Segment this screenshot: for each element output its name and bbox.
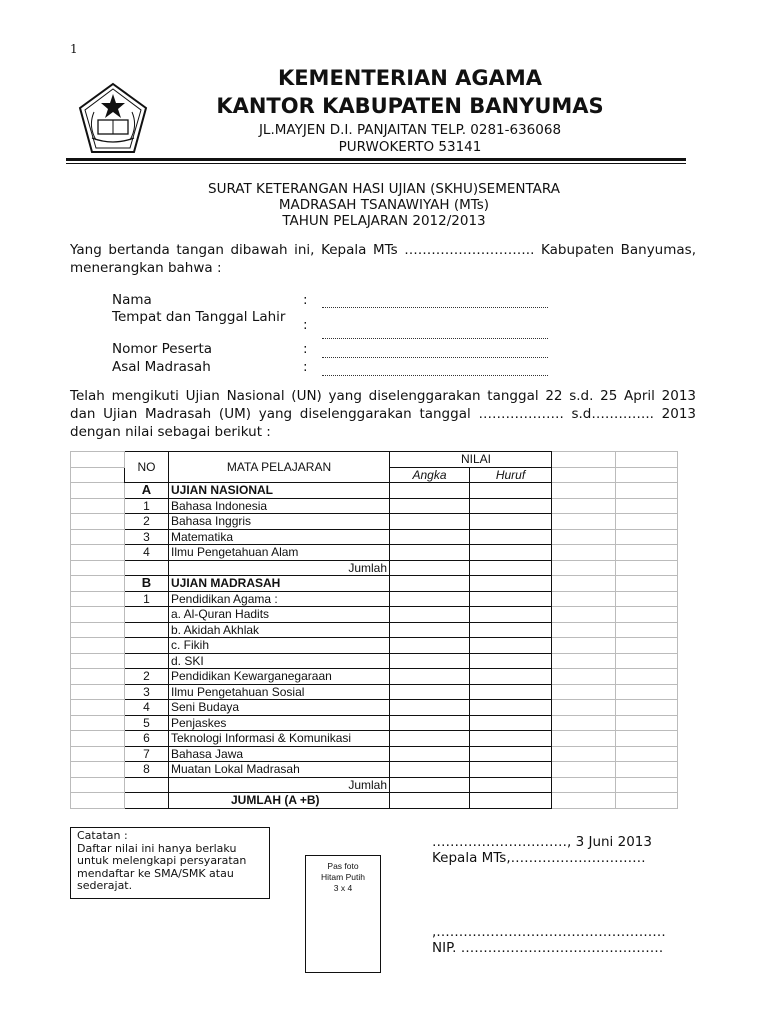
grade-angka-cell[interactable] xyxy=(390,638,470,654)
extra-cell xyxy=(552,669,616,685)
margin-cell xyxy=(71,793,125,809)
extra-cell xyxy=(616,576,678,592)
row-number: 5 xyxy=(125,715,169,731)
grade-angka-cell[interactable] xyxy=(390,777,470,793)
grade-huruf-cell[interactable] xyxy=(470,498,552,514)
grade-angka-cell[interactable] xyxy=(390,576,470,592)
grade-angka-cell[interactable] xyxy=(390,545,470,561)
extra-cell xyxy=(552,514,616,530)
row-subject: d. SKI xyxy=(169,653,390,669)
row-number: 4 xyxy=(125,700,169,716)
extra-cell xyxy=(552,715,616,731)
extra-cell xyxy=(552,529,616,545)
extra-cell xyxy=(552,483,616,499)
margin-cell xyxy=(71,529,125,545)
grade-huruf-cell[interactable] xyxy=(470,529,552,545)
margin-cell xyxy=(71,498,125,514)
grade-huruf-cell[interactable] xyxy=(470,669,552,685)
extra-cell xyxy=(616,638,678,654)
extra-cell xyxy=(616,483,678,499)
grade-huruf-cell[interactable] xyxy=(470,762,552,778)
header-nilai: NILAI xyxy=(390,452,552,468)
extra-cell xyxy=(616,793,678,809)
extra-cell xyxy=(552,560,616,576)
margin-cell xyxy=(71,545,125,561)
grade-angka-cell[interactable] xyxy=(390,498,470,514)
table-row xyxy=(71,669,678,685)
table-row xyxy=(71,529,678,545)
grade-huruf-cell[interactable] xyxy=(470,591,552,607)
row-subject: Ilmu Pengetahuan Alam xyxy=(169,545,390,561)
table-row xyxy=(71,793,678,809)
field-input-nomor-peserta[interactable] xyxy=(322,357,548,358)
row-subject: Bahasa Indonesia xyxy=(169,498,390,514)
field-input-ttl[interactable] xyxy=(322,338,548,339)
header-angka: Angka xyxy=(390,467,470,483)
row-number: 1 xyxy=(125,498,169,514)
row-subject: b. Akidah Akhlak xyxy=(169,622,390,638)
photo-label-1: Pas foto xyxy=(327,861,359,871)
office-city: PURWOKERTO 53141 xyxy=(338,139,482,155)
row-number: B xyxy=(125,576,169,592)
row-number xyxy=(125,607,169,623)
grade-huruf-cell[interactable] xyxy=(470,576,552,592)
grade-angka-cell[interactable] xyxy=(390,591,470,607)
table-row xyxy=(71,498,678,514)
signature-nip: NIP. ……………………………………… xyxy=(432,940,664,956)
extra-cell xyxy=(552,591,616,607)
table-row xyxy=(71,514,678,530)
extra-cell xyxy=(552,545,616,561)
document-title: SURAT KETERANGAN HASI UJIAN (SKHU)SEMENTARA xyxy=(208,181,560,197)
row-subject: Seni Budaya xyxy=(169,700,390,716)
row-number: 7 xyxy=(125,746,169,762)
field-colon: : xyxy=(303,292,308,308)
margin-cell xyxy=(71,514,125,530)
row-number: 3 xyxy=(125,529,169,545)
field-label-nama: Nama xyxy=(112,292,152,308)
margin-cell xyxy=(71,715,125,731)
row-subject: Jumlah xyxy=(169,560,390,576)
extra-cell xyxy=(552,638,616,654)
extra-cell xyxy=(616,653,678,669)
grade-huruf-cell[interactable] xyxy=(470,560,552,576)
grade-angka-cell[interactable] xyxy=(390,607,470,623)
margin-cell xyxy=(71,560,125,576)
page-number: 1 xyxy=(70,42,78,56)
extra-cell xyxy=(616,560,678,576)
row-number: 2 xyxy=(125,514,169,530)
field-colon: : xyxy=(303,341,308,357)
field-label-ttl: Tempat dan Tanggal Lahir xyxy=(112,309,286,325)
ministry-logo-icon xyxy=(78,82,148,154)
row-number: 1 xyxy=(125,591,169,607)
margin-cell xyxy=(71,746,125,762)
row-number: 4 xyxy=(125,545,169,561)
table-row xyxy=(71,731,678,747)
row-subject: UJIAN MADRASAH xyxy=(169,576,390,592)
grade-angka-cell[interactable] xyxy=(390,529,470,545)
extra-cell xyxy=(552,700,616,716)
table-row xyxy=(71,762,678,778)
margin-cell xyxy=(71,483,125,499)
grade-angka-cell[interactable] xyxy=(390,762,470,778)
extra-cell xyxy=(552,576,616,592)
ministry-title: KEMENTERIAN AGAMA xyxy=(277,66,543,90)
extra-cell xyxy=(616,607,678,623)
field-input-asal-madrasah[interactable] xyxy=(322,375,548,376)
grade-huruf-cell[interactable] xyxy=(470,684,552,700)
row-subject: Jumlah xyxy=(169,777,390,793)
row-subject: c. Fikih xyxy=(169,638,390,654)
document-year: TAHUN PELAJARAN 2012/2013 xyxy=(282,213,486,229)
margin-cell xyxy=(71,638,125,654)
grade-angka-cell[interactable] xyxy=(390,622,470,638)
grade-angka-cell[interactable] xyxy=(390,669,470,685)
extra-cell xyxy=(552,653,616,669)
extra-cell xyxy=(552,607,616,623)
extra-cell xyxy=(552,498,616,514)
margin-cell xyxy=(71,669,125,685)
note-box xyxy=(70,827,270,899)
row-subject: a. Al-Quran Hadits xyxy=(169,607,390,623)
table-row xyxy=(71,653,678,669)
row-subject: Ilmu Pengetahuan Sosial xyxy=(169,684,390,700)
row-number: 8 xyxy=(125,762,169,778)
extra-cell xyxy=(552,777,616,793)
margin-cell xyxy=(71,777,125,793)
grade-huruf-cell[interactable] xyxy=(470,777,552,793)
grade-huruf-cell[interactable] xyxy=(470,731,552,747)
photo-placeholder xyxy=(305,855,381,973)
table-row xyxy=(71,684,678,700)
row-number xyxy=(125,560,169,576)
row-subject: Bahasa Inggris xyxy=(169,514,390,530)
row-subject: Matematika xyxy=(169,529,390,545)
margin-cell xyxy=(71,731,125,747)
row-number: A xyxy=(125,483,169,499)
field-input-nama[interactable] xyxy=(322,307,548,308)
row-number xyxy=(125,653,169,669)
margin-cell xyxy=(71,591,125,607)
extra-cell xyxy=(552,746,616,762)
extra-cell xyxy=(616,529,678,545)
grade-huruf-cell[interactable] xyxy=(470,607,552,623)
field-colon: : xyxy=(303,359,308,375)
table-row xyxy=(71,607,678,623)
grade-huruf-cell[interactable] xyxy=(470,653,552,669)
field-label-asal-madrasah: Asal Madrasah xyxy=(112,359,211,375)
row-number: 3 xyxy=(125,684,169,700)
row-number xyxy=(125,622,169,638)
margin-cell xyxy=(71,684,125,700)
header-rule-thin xyxy=(66,163,686,164)
grade-angka-cell[interactable] xyxy=(390,700,470,716)
grade-huruf-cell[interactable] xyxy=(470,622,552,638)
extra-cell xyxy=(616,777,678,793)
extra-cell xyxy=(616,591,678,607)
table-row xyxy=(71,591,678,607)
field-colon: : xyxy=(303,317,308,333)
row-subject: Bahasa Jawa xyxy=(169,746,390,762)
grade-angka-cell[interactable] xyxy=(390,746,470,762)
row-number: 2 xyxy=(125,669,169,685)
margin-cell xyxy=(71,622,125,638)
row-subject: Teknologi Informasi & Komunikasi xyxy=(169,731,390,747)
table-row xyxy=(71,777,678,793)
photo-label-3: 3 x 4 xyxy=(333,883,353,893)
extra-cell xyxy=(552,731,616,747)
table-row xyxy=(71,560,678,576)
extra-cell xyxy=(552,762,616,778)
table-row xyxy=(71,483,678,499)
grade-huruf-cell[interactable] xyxy=(470,638,552,654)
grade-huruf-cell[interactable] xyxy=(470,514,552,530)
extra-cell xyxy=(616,669,678,685)
grade-angka-cell[interactable] xyxy=(390,793,470,809)
margin-cell xyxy=(71,762,125,778)
extra-cell xyxy=(552,684,616,700)
grade-angka-cell[interactable] xyxy=(390,560,470,576)
grade-angka-cell[interactable] xyxy=(390,684,470,700)
signature-name: ,…………………………………………… xyxy=(432,924,666,940)
document-subtitle: MADRASAH TSANAWIYAH (MTs) xyxy=(278,197,490,213)
header-no: NO xyxy=(125,452,169,483)
note-text: Daftar nilai ini hanya berlaku untuk melengkapi persyaratan mendaftar ke SMA/SMK atau sederajat. xyxy=(77,841,247,892)
extra-cell xyxy=(616,715,678,731)
row-subject: JUMLAH (A +B) xyxy=(169,793,390,809)
margin-cell xyxy=(71,700,125,716)
grade-huruf-cell[interactable] xyxy=(470,545,552,561)
extra-cell xyxy=(616,514,678,530)
table-row xyxy=(71,622,678,638)
extra-cell xyxy=(616,731,678,747)
row-number xyxy=(125,793,169,809)
row-number xyxy=(125,638,169,654)
grade-huruf-cell[interactable] xyxy=(470,746,552,762)
margin-cell xyxy=(71,576,125,592)
grade-huruf-cell[interactable] xyxy=(470,483,552,499)
extra-cell xyxy=(616,700,678,716)
photo-label-2: Hitam Putih xyxy=(321,872,365,882)
row-subject: Muatan Lokal Madrasah xyxy=(169,762,390,778)
table-row xyxy=(71,746,678,762)
grade-angka-cell[interactable] xyxy=(390,731,470,747)
row-subject: Pendidikan Kewarganegaraan xyxy=(169,669,390,685)
office-title: KANTOR KABUPATEN BANYUMAS xyxy=(216,94,604,118)
grade-angka-cell[interactable] xyxy=(390,483,470,499)
table-row xyxy=(71,715,678,731)
grade-huruf-cell[interactable] xyxy=(470,715,552,731)
signature-position: Kepala MTs,………………………… xyxy=(432,850,646,866)
grade-huruf-cell[interactable] xyxy=(470,793,552,809)
grade-angka-cell[interactable] xyxy=(390,514,470,530)
extra-cell xyxy=(616,545,678,561)
table-row xyxy=(71,700,678,716)
extra-cell xyxy=(616,622,678,638)
extra-cell xyxy=(616,746,678,762)
margin-cell xyxy=(71,607,125,623)
grade-angka-cell[interactable] xyxy=(390,653,470,669)
extra-cell xyxy=(616,498,678,514)
intro-paragraph: Yang bertanda tangan dibawah ini, Kepala MTs ……………………….. Kabupaten Banyumas, menerangkan bahwa : xyxy=(70,242,696,276)
field-label-nomor-peserta: Nomor Peserta xyxy=(112,341,213,357)
table-row xyxy=(71,545,678,561)
row-subject: Pendidikan Agama : xyxy=(169,591,390,607)
table-row xyxy=(71,576,678,592)
row-number xyxy=(125,777,169,793)
extra-cell xyxy=(616,684,678,700)
grades-table xyxy=(70,451,678,809)
header-huruf: Huruf xyxy=(470,467,552,483)
grade-huruf-cell[interactable] xyxy=(470,700,552,716)
margin-cell xyxy=(71,653,125,669)
extra-cell xyxy=(552,622,616,638)
note-title: Catatan : xyxy=(77,829,128,842)
office-address: JL.MAYJEN D.I. PANJAITAN TELP. 0281-636068 xyxy=(258,122,562,138)
row-number: 6 xyxy=(125,731,169,747)
extra-cell xyxy=(552,793,616,809)
grade-angka-cell[interactable] xyxy=(390,715,470,731)
table-row xyxy=(71,638,678,654)
row-subject: Penjaskes xyxy=(169,715,390,731)
header-subject: MATA PELAJARAN xyxy=(169,452,390,483)
header-rule-thick xyxy=(66,158,686,161)
row-subject: UJIAN NASIONAL xyxy=(169,483,390,499)
extra-cell xyxy=(616,762,678,778)
signature-date: …………………………, 3 Juni 2013 xyxy=(432,834,652,850)
statement-paragraph: Telah mengikuti Ujian Nasional (UN) yang diselenggarakan tanggal 22 s.d. 25 April 2013 dan Ujian Madrasah (UM) yang diselenggarakan tanggal ………………. s.d………….. 2013 dengan nilai sebagai berikut : xyxy=(70,388,696,440)
